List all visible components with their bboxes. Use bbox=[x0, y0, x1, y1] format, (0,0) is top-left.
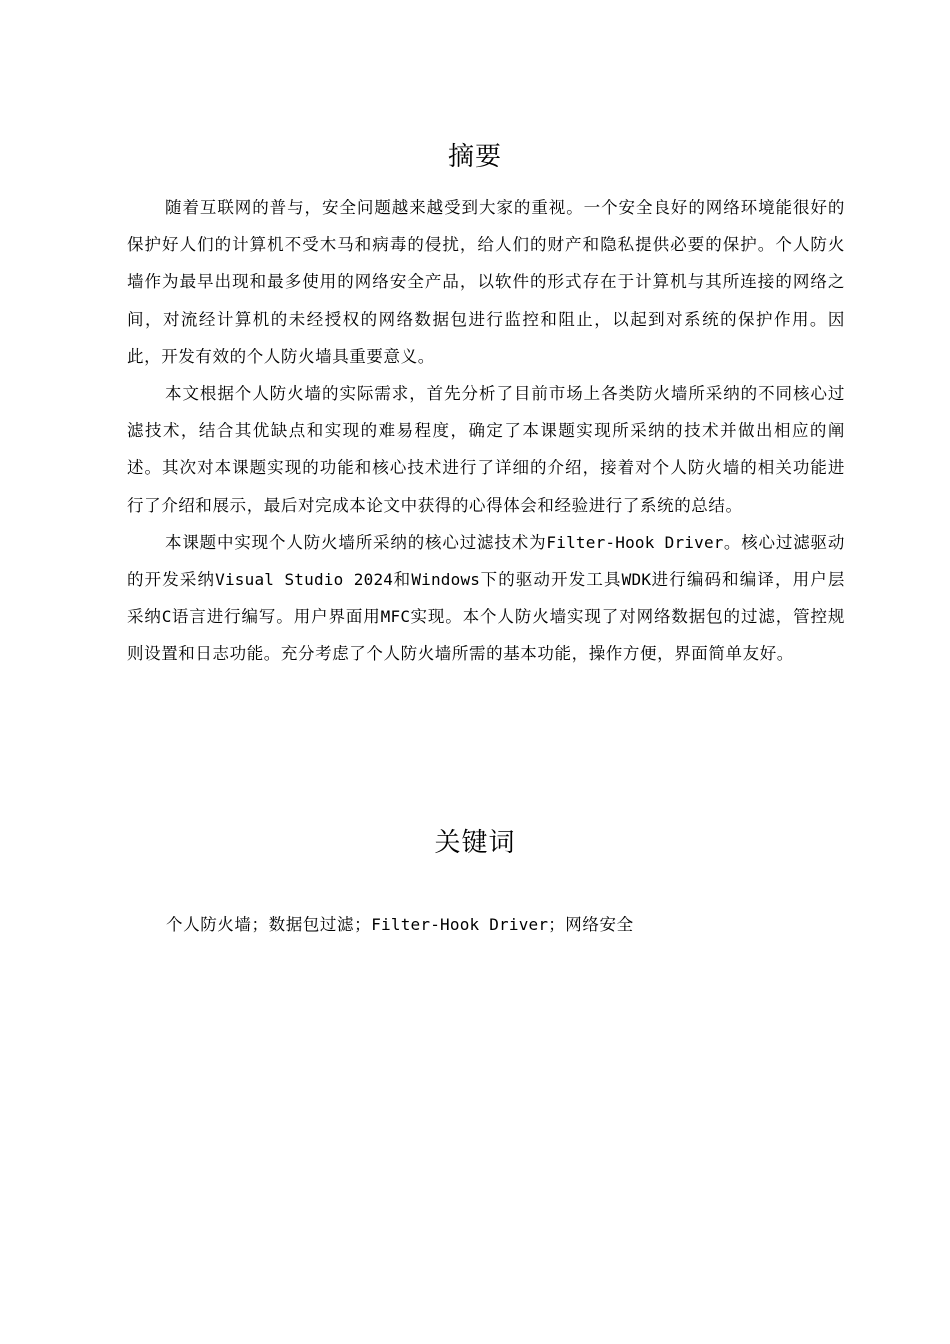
keywords-part-1: 个人防火墙；数据包过滤； bbox=[166, 915, 372, 934]
keywords-part-2: Filter-Hook Driver bbox=[371, 915, 549, 934]
p3-text-6: 语言进行编写。用户界面用 bbox=[171, 607, 381, 627]
p3-term-windows: Windows bbox=[411, 570, 481, 590]
abstract-paragraph-2: 本文根据个人防火墙的实际需求，首先分析了目前市场上各类防火墙所采纳的不同核心过滤技术，结合其优缺点和实现的难易程度，确定了本课题实现所采纳的技术并做出相应的阐述。其次对本课题实现的功能和核心技术进行了详细的介绍，接着对个人防火墙的相关功能进行了介绍和展示，最后对完成本论文中获得的心得体会和经验进行了系统的总结。 bbox=[127, 384, 845, 515]
abstract-body bbox=[127, 189, 845, 673]
abstract-paragraph-3 bbox=[127, 524, 845, 673]
p3-term-mfc: MFC bbox=[380, 607, 411, 627]
p3-term-wdk: WDK bbox=[621, 570, 652, 590]
keywords-title: 关键词 bbox=[434, 828, 516, 858]
abstract-paragraph-1: 随着互联网的普与，安全问题越来越受到大家的重视。一个安全良好的网络环境能很好的保护好人们的计算机不受木马和病毒的侵扰，给人们的财产和隐私提供必要的保护。个人防火墙作为最早出现和最多使用的网络安全产品，以软件的形式存在于计算机与其所连接的网络之间，对流经计算机的未经授权的网络数据包进行监控和阻止，以起到对系统的保护作用。因此，开发有效的个人防火墙具重要意义。 bbox=[127, 198, 845, 366]
p3-text-1: 本课题中实现个人防火墙所采纳的核心过滤技术为 bbox=[165, 532, 547, 552]
keywords-list bbox=[166, 910, 634, 940]
keywords-part-3: ；网络安全 bbox=[548, 915, 634, 934]
p3-term-visual-studio: Visual Studio 2024 bbox=[215, 570, 394, 590]
p3-text-5: 进行编码和编译，用户层采纳 bbox=[127, 570, 845, 627]
p3-text-7: 实现。本个人防火墙实现了对网络数据包的过滤，管控规则设置和日志功能。充分考虑了个人防火墙所需的基本功能，操作方便，界面简单友好。 bbox=[127, 607, 846, 664]
p3-text-3: 和 bbox=[393, 570, 412, 590]
p3-term-filter-hook-driver: Filter-Hook Driver bbox=[546, 532, 724, 552]
p3-term-c: C bbox=[161, 607, 172, 627]
p3-text-4: 下的驱动开发工具 bbox=[480, 570, 622, 590]
p3-text-2: 。核心过滤驱动的开发采纳 bbox=[127, 532, 845, 590]
abstract-title: 摘要 bbox=[447, 142, 502, 172]
